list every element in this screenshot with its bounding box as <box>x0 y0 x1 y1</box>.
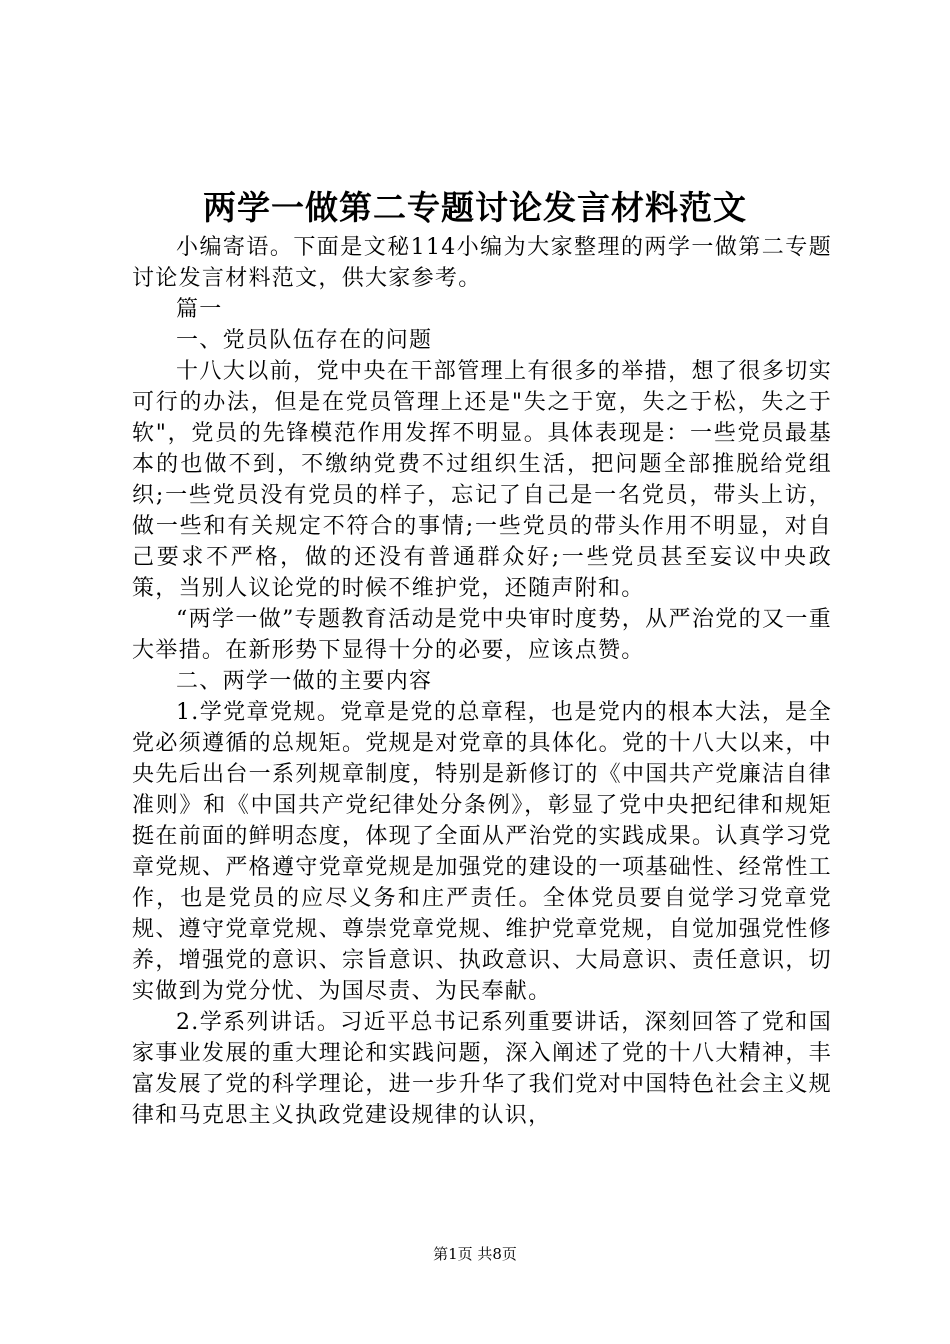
document-body <box>132 232 832 1131</box>
paragraph-problems: 十八大以前，党中央在干部管理上有很多的举措，想了很多切实可行的办法，但是在党员管理上还是"失之于宽，失之于松，失之于软"，党员的先锋模范作用发挥不明显。具体表现是：一些党员最基本的也做不到，不缴纳党费不过组织生活，把问题全部推脱给党组织;一些党员没有党员的样子，忘记了自己是一名党员，带头上访，做一些和有关规定不符合的事情;一些党员的带头作用不明显，对自己要求不严格，做的还没有普通群众好;一些党员甚至妄议中央政策，当别人议论党的时候不维护党，还随声附和。 <box>132 359 832 601</box>
document-title: 两学一做第二专题讨论发言材料范文 <box>203 188 747 227</box>
page-number-footer: 第1页 共8页 <box>433 1245 517 1263</box>
paragraph-study-rules: 1.学党章党规。党章是党的总章程，也是党内的根本大法，是全党必须遵循的总规矩。党规是对党章的具体化。党的十八大以来，中央先后出台一系列规章制度，特别是新修订的《中国共产党廉洁自律准则》和《中国共产党纪律处分条例》，彰显了党中央把纪律和规矩挺在前面的鲜明态度，体现了全面从严治党的实践成果。认真学习党章党规、严格遵守党章党规是加强党的建设的一项基础性、经常性工作，也是党员的应尽义务和庄严责任。全体党员要自觉学习党章党规、遵守党章党规、尊崇党章党规、维护党章党规，自觉加强党性修养，增强党的意识、宗旨意识、执政意识、大局意识、责任意识，切实做到为党分忧、为国尽责、为民奉献。 <box>132 700 832 1004</box>
section-heading-problems: 一、党员队伍存在的问题 <box>176 328 433 353</box>
paragraph-campaign: “两学一做”专题教育活动是党中央审时度势，从严治党的又一重大举措。在新形势下显得十分的必要，应该点赞。 <box>132 607 832 663</box>
section-heading-content: 二、两学一做的主要内容 <box>176 669 433 694</box>
section-label-part-one: 篇一 <box>176 297 223 322</box>
paragraph-study-speeches: 2.学系列讲话。习近平总书记系列重要讲话，深刻回答了党和国家事业发展的重大理论和实践问题，深入阐述了党的十八大精神，丰富发展了党的科学理论，进一步升华了我们党对中国特色社会主义规律和马克思主义执政党建设规律的认识， <box>132 1010 832 1128</box>
intro-paragraph: 小编寄语。下面是文秘114小编为大家整理的两学一做第二专题讨论发言材料范文，供大家参考。 <box>132 235 832 291</box>
